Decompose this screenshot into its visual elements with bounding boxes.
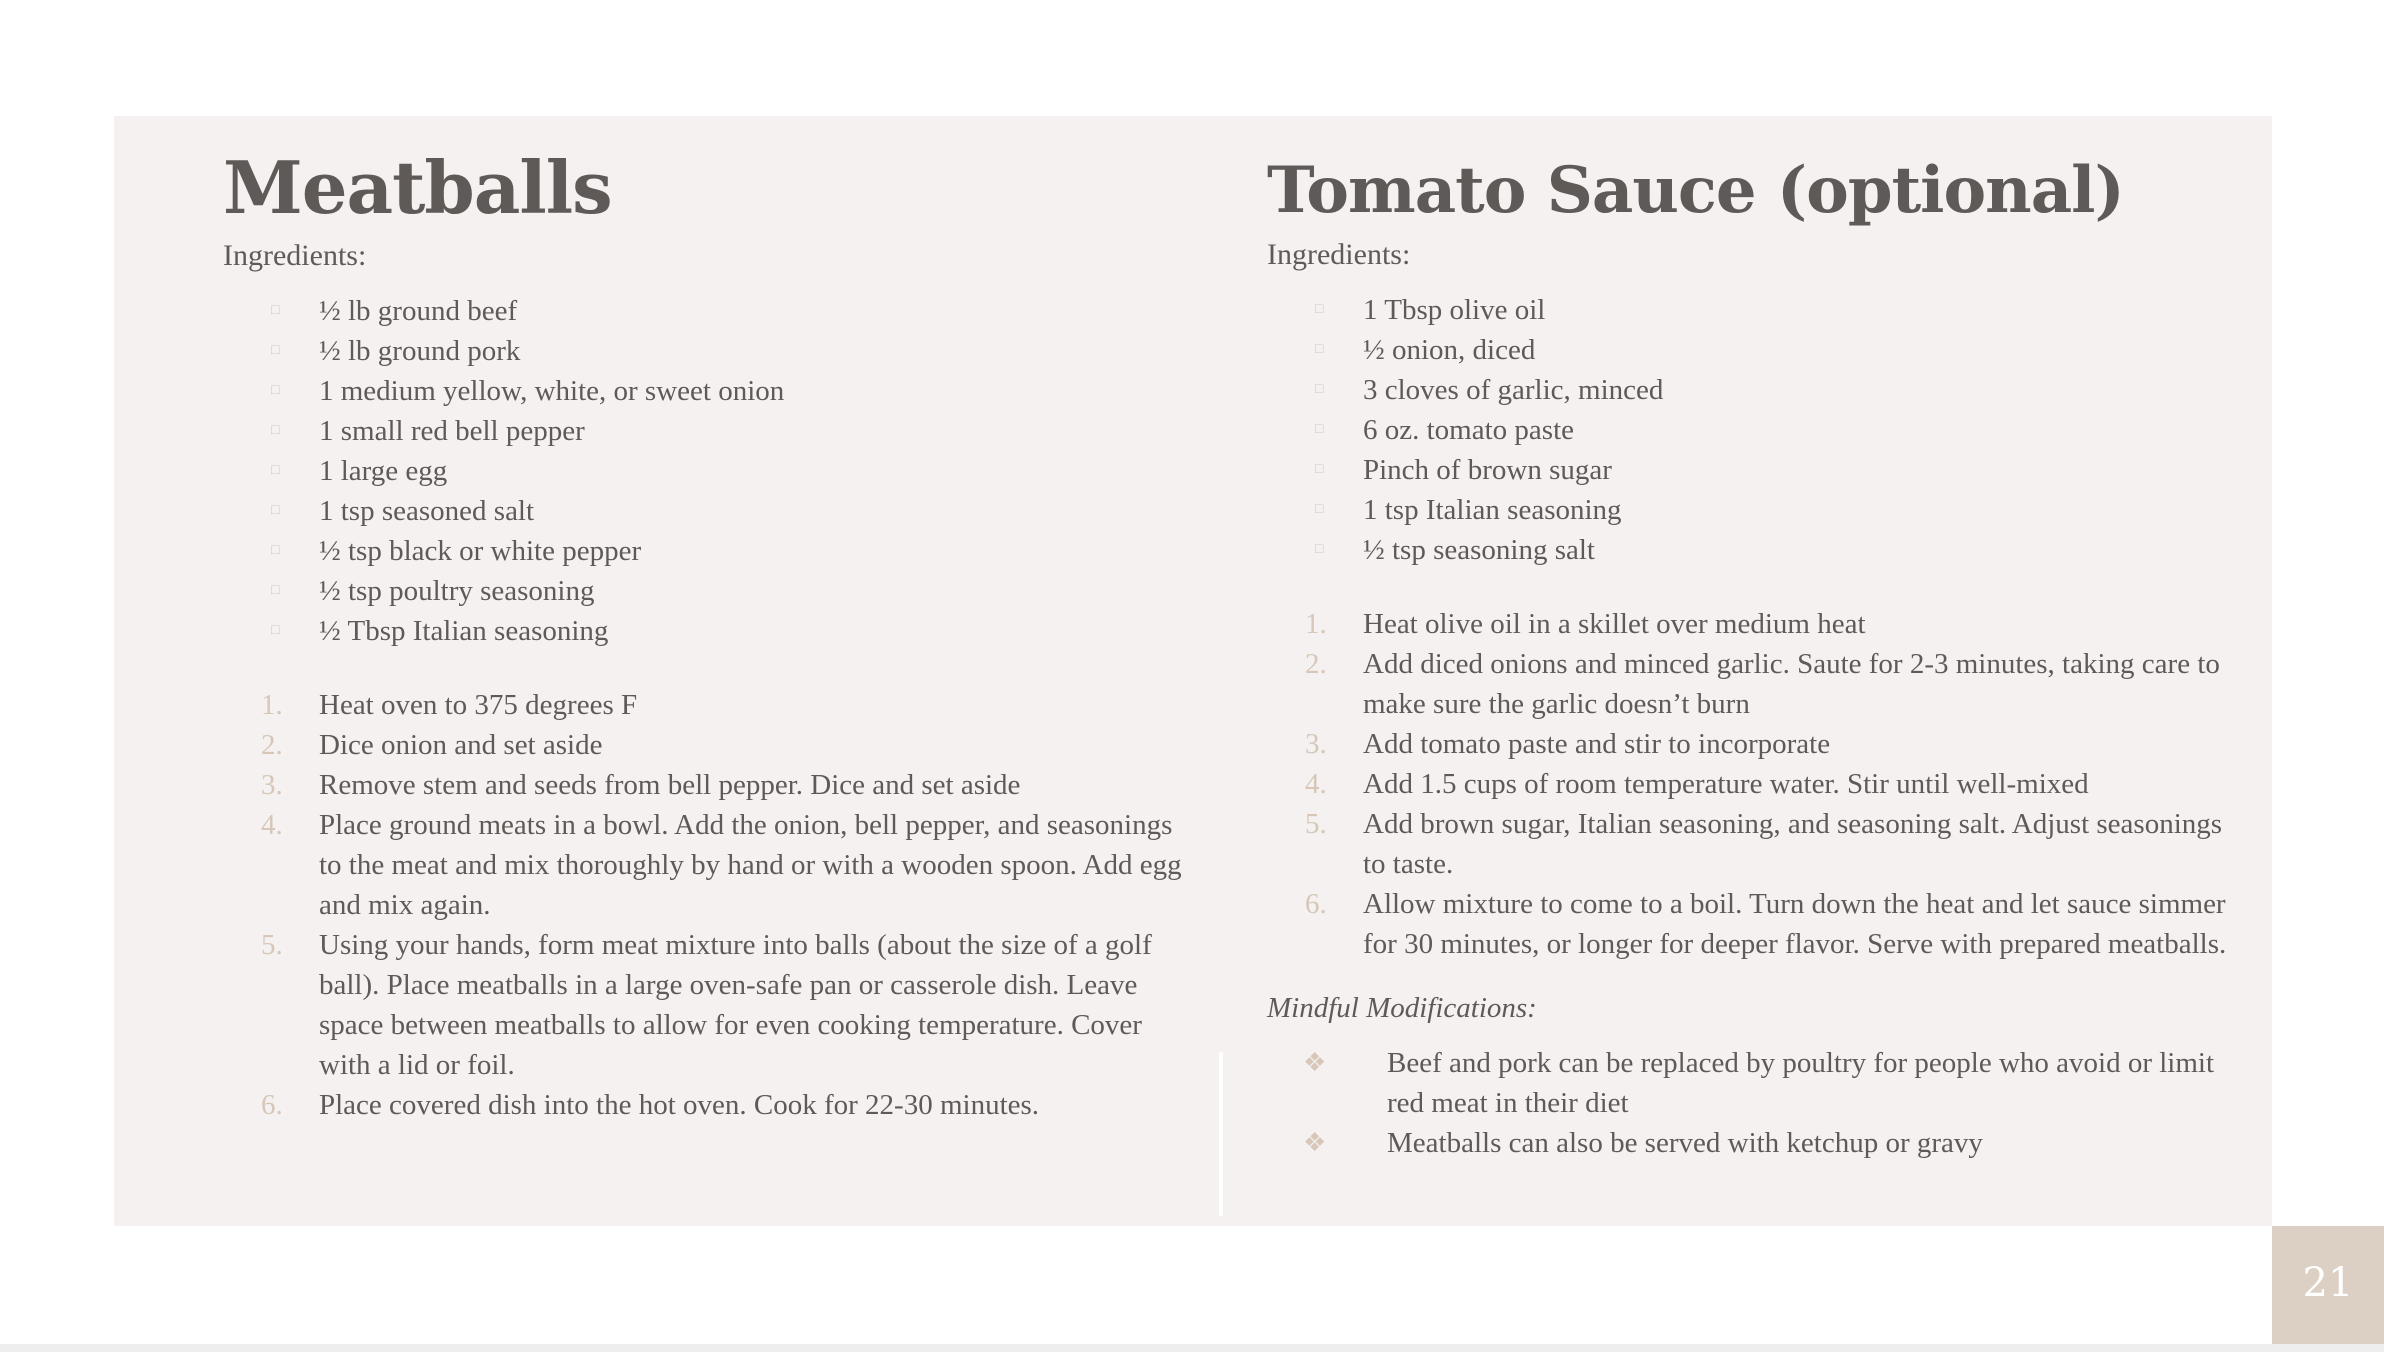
- tomato-sauce-steps: [1267, 604, 2227, 964]
- meatballs-ingredients-label: Ingredients:: [223, 239, 367, 273]
- step-item: 1. Heat olive oil in a skillet over medium heat: [1305, 608, 1866, 641]
- meatballs-column: [223, 145, 1183, 1125]
- ingredient-item: □ ½ tsp black or white pepper: [223, 531, 1183, 571]
- ingredient-item: □ ½ tsp seasoning salt: [1267, 530, 2227, 570]
- square-bullet-icon: □: [271, 503, 280, 519]
- mindful-modifications-list: [1267, 1043, 2227, 1163]
- square-bullet-icon: □: [271, 583, 280, 599]
- square-bullet-icon: □: [271, 423, 280, 439]
- meatballs-steps: [223, 685, 1183, 1125]
- bottom-strip: [0, 1344, 2384, 1352]
- tomato-sauce-ingredients-label: Ingredients:: [1267, 238, 1411, 272]
- ingredient-item: □ 3 cloves of garlic, minced: [1267, 370, 2227, 410]
- square-bullet-icon: □: [271, 383, 280, 399]
- square-bullet-icon: □: [1315, 422, 1324, 438]
- tomato-sauce-column: [1267, 153, 2227, 1163]
- ingredient-item: □ ½ lb ground pork: [223, 331, 1183, 371]
- ingredient-item: □ ½ Tbsp Italian seasoning: [223, 611, 1183, 651]
- tomato-sauce-title: Tomato Sauce (optional): [1267, 153, 2124, 228]
- tomato-sauce-ingredient-list: [1267, 290, 2227, 570]
- modification-item: ❖ Beef and pork can be replaced by poultry for people who avoid or limit red meat in their diet: [1267, 1043, 2227, 1123]
- column-divider: [1219, 1052, 1223, 1216]
- meatballs-title: Meatballs: [223, 145, 612, 230]
- meatballs-ingredient-list: [223, 291, 1183, 651]
- square-bullet-icon: □: [1315, 342, 1324, 358]
- step-item: 3. Add tomato paste and stir to incorporate: [1305, 728, 1831, 761]
- square-bullet-icon: □: [1315, 462, 1324, 478]
- square-bullet-icon: □: [1315, 502, 1324, 518]
- ingredient-item: □ 6 oz. tomato paste: [1267, 410, 2227, 450]
- square-bullet-icon: □: [271, 463, 280, 479]
- step-item: 3. Remove stem and seeds from bell pepper. Dice and set aside: [261, 769, 1021, 802]
- square-bullet-icon: □: [1315, 302, 1324, 318]
- step-item: 6. Allow mixture to come to a boil. Turn down the heat and let sauce simmer for 30 minutes, or longer for deeper flavor. Serve with prepared meatballs.: [1305, 888, 2227, 961]
- ingredient-item: □ 1 Tbsp olive oil: [1267, 290, 2227, 330]
- mindful-modifications-label: Mindful Modifications:: [1267, 992, 1537, 1025]
- ingredient-item: □ ½ lb ground beef: [223, 291, 1183, 331]
- ingredient-item: □ 1 large egg: [223, 451, 1183, 491]
- step-item: 6. Place covered dish into the hot oven. Cook for 22-30 minutes.: [261, 1089, 1040, 1122]
- step-item: 5. Add brown sugar, Italian seasoning, and seasoning salt. Adjust seasonings to taste.: [1305, 808, 2223, 881]
- step-item: 5. Using your hands, form meat mixture into balls (about the size of a golf ball). Place meatballs in a large oven-safe pan or casserole dish. Leave space between meatballs to allow for even cooking temperature. Cover with a lid or foil.: [261, 929, 1152, 1082]
- ingredient-item: □ Pinch of brown sugar: [1267, 450, 2227, 490]
- diamond-bullet-icon: ❖: [1303, 1128, 1327, 1158]
- step-item: 2. Dice onion and set aside: [261, 729, 603, 762]
- square-bullet-icon: □: [271, 303, 280, 319]
- step-item: 4. Place ground meats in a bowl. Add the onion, bell pepper, and seasonings to the meat and mix thoroughly by hand or with a wooden spoon. Add egg and mix again.: [261, 809, 1182, 922]
- step-item: 4. Add 1.5 cups of room temperature water. Stir until well-mixed: [1305, 768, 2089, 801]
- modification-item: ❖ Meatballs can also be served with ketchup or gravy: [1267, 1123, 2227, 1163]
- ingredient-item: □ ½ onion, diced: [1267, 330, 2227, 370]
- ingredient-item: □ 1 tsp seasoned salt: [223, 491, 1183, 531]
- step-item: 1. Heat oven to 375 degrees F: [261, 689, 638, 722]
- ingredient-item: □ 1 small red bell pepper: [223, 411, 1183, 451]
- page-number-box: [2272, 1226, 2384, 1344]
- step-item: 2. Add diced onions and minced garlic. Saute for 2-3 minutes, taking care to make sure the garlic doesn’t burn: [1305, 648, 2220, 721]
- ingredient-item: □ ½ tsp poultry seasoning: [223, 571, 1183, 611]
- ingredient-item: □ 1 tsp Italian seasoning: [1267, 490, 2227, 530]
- diamond-bullet-icon: ❖: [1303, 1048, 1327, 1078]
- ingredient-item: □ 1 medium yellow, white, or sweet onion: [223, 371, 1183, 411]
- square-bullet-icon: □: [1315, 542, 1324, 558]
- square-bullet-icon: □: [1315, 382, 1324, 398]
- page-number: 21: [2302, 1260, 2354, 1306]
- square-bullet-icon: □: [271, 623, 280, 639]
- square-bullet-icon: □: [271, 543, 280, 559]
- square-bullet-icon: □: [271, 343, 280, 359]
